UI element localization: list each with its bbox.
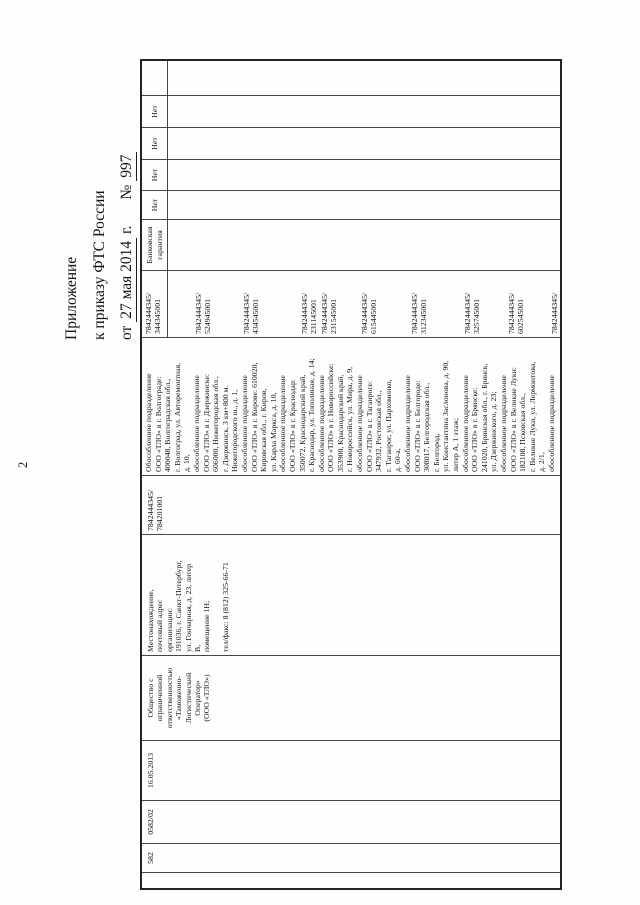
kpp-entry: 7842444345/ 615445001 xyxy=(360,292,379,334)
kpp-entry: 7842444345/ 602545001 xyxy=(507,292,526,334)
cell-inclusion-date: 16.05.2013 xyxy=(146,752,155,789)
kpp-entry: 7842444345/ 524945001 xyxy=(194,292,213,334)
kpp-entry: 7842444345/ 325745001 xyxy=(463,292,482,334)
cell-inn-kpp: 7842444345/ 784201001 xyxy=(146,489,165,531)
cell-bank-guarantee: Банковская гарантия xyxy=(142,220,168,270)
appendix-header-line1: Приложение xyxy=(63,256,80,340)
cell-seq-number: 582 xyxy=(146,852,155,864)
column-organization xyxy=(142,656,560,741)
column-flag-1 xyxy=(142,191,560,220)
kpp-entry: 7842444345/ xyxy=(550,292,559,334)
column-inn-kpp xyxy=(142,476,560,535)
column-certificate xyxy=(142,801,560,844)
cell-net-2: Нет xyxy=(142,160,168,190)
appendix-header-line3 xyxy=(113,152,141,340)
cell-net-3: Нет xyxy=(142,128,168,159)
cell-certificate-number: 0582/02 xyxy=(146,809,155,835)
column-flag-3 xyxy=(142,128,560,160)
cell-trailing-empty xyxy=(142,61,168,95)
cell-organization-name: Общество с ограниченной ответственностью «Таможенно- Логистический Оператор» (ООО «ТЛО») xyxy=(146,667,212,729)
cell-net-1: Нет xyxy=(142,191,168,219)
order-date: 27 мая 2014 xyxy=(118,238,137,322)
column-address xyxy=(142,535,560,656)
kpp-entry: 7842444345/ 344345001 xyxy=(144,292,163,334)
registry-table xyxy=(140,59,562,890)
column-seq xyxy=(142,844,560,873)
column-date xyxy=(142,741,560,801)
cell-organization-address: Местонахождение, почтовый адрес организации: 191036, г. Санкт-Петербург, ул. Гончарная, д. 23, литер В, помещение 1Н; тел/факс: 8 (812) 325-66-71 xyxy=(146,560,231,652)
kpp-entry: 7842444345/ 231545001 xyxy=(320,292,339,334)
order-number: 997 xyxy=(118,152,137,181)
column-flag-4 xyxy=(142,96,560,128)
appendix-header-line2: к приказу ФТС России xyxy=(90,190,108,340)
column-trailing-empty xyxy=(142,61,560,96)
column-branch-kpp xyxy=(142,271,560,338)
order-date-prefix: от xyxy=(118,325,135,340)
order-number-label: № xyxy=(118,184,135,200)
cell-branches: Обособленное подразделение ООО «ТЛО» в г. Волгограде: 400048, Волгоградская обл., г. Волгоград, ул. Авторемонтная, д. 10, обособленное подразделение ООО «ТЛО» в г. Дзержинске: 606000, Нижегородская обл., г. Дзержинск, 3 км+800 м. Нижегородского ш., д. 1, обособленное подразделение ООО «ТЛО» в г. Кирове: 610020, Кировская обл., г. Киров, ул. Карла Маркса, д. 10, обособленное подразделение ООО «ТЛО» в г. Краснодар: 350072, Краснодарский край, г. Краснодар, ул. Тополиная, д. 14; обособленное подразделение ООО «ТЛО» в г. Новороссийске: 353900, Краснодарский край, г. Новороссийск, ул. Мира, д. 9, обособленное подразделение ООО «ТЛО» в г. Таганроге: 347932, Ростовская обл., г. Таганрог, ул. Пархоменко, д. 60-а, обособленное подразделение ООО «ТЛО» в г. Белгороде: 308017, Белгородская обл., г. Белгород, ул. Константина Заслонова, д. 90, литер А, 1 этаж; обособленное подразделение ООО «ТЛО» в г. Брянске: 241020, Брянская обл., г. Брянск, ул. Дзержинского, д. 23; обособленное подразделение ООО «ТЛО» в г. Великие Луки: 182108, Псковская обл., г. Великие Луки, ул. Лермонтова, д. 2/1, обособленное подразделение xyxy=(144,358,556,472)
appendix-header xyxy=(58,152,141,340)
column-flag-2 xyxy=(142,160,560,191)
cell-net-4: Нет xyxy=(142,96,168,127)
column-left-margin xyxy=(142,873,560,888)
kpp-entry: 7842444345/ 231145001 xyxy=(300,292,319,334)
order-date-suffix: г. xyxy=(118,225,135,234)
kpp-entry: 7842444345/ 312345001 xyxy=(410,292,429,334)
page-number: 2 xyxy=(16,461,30,468)
column-guarantee-type xyxy=(142,220,560,271)
column-branches xyxy=(142,338,560,476)
kpp-entry: 7842444345/ 434545001 xyxy=(242,292,261,334)
